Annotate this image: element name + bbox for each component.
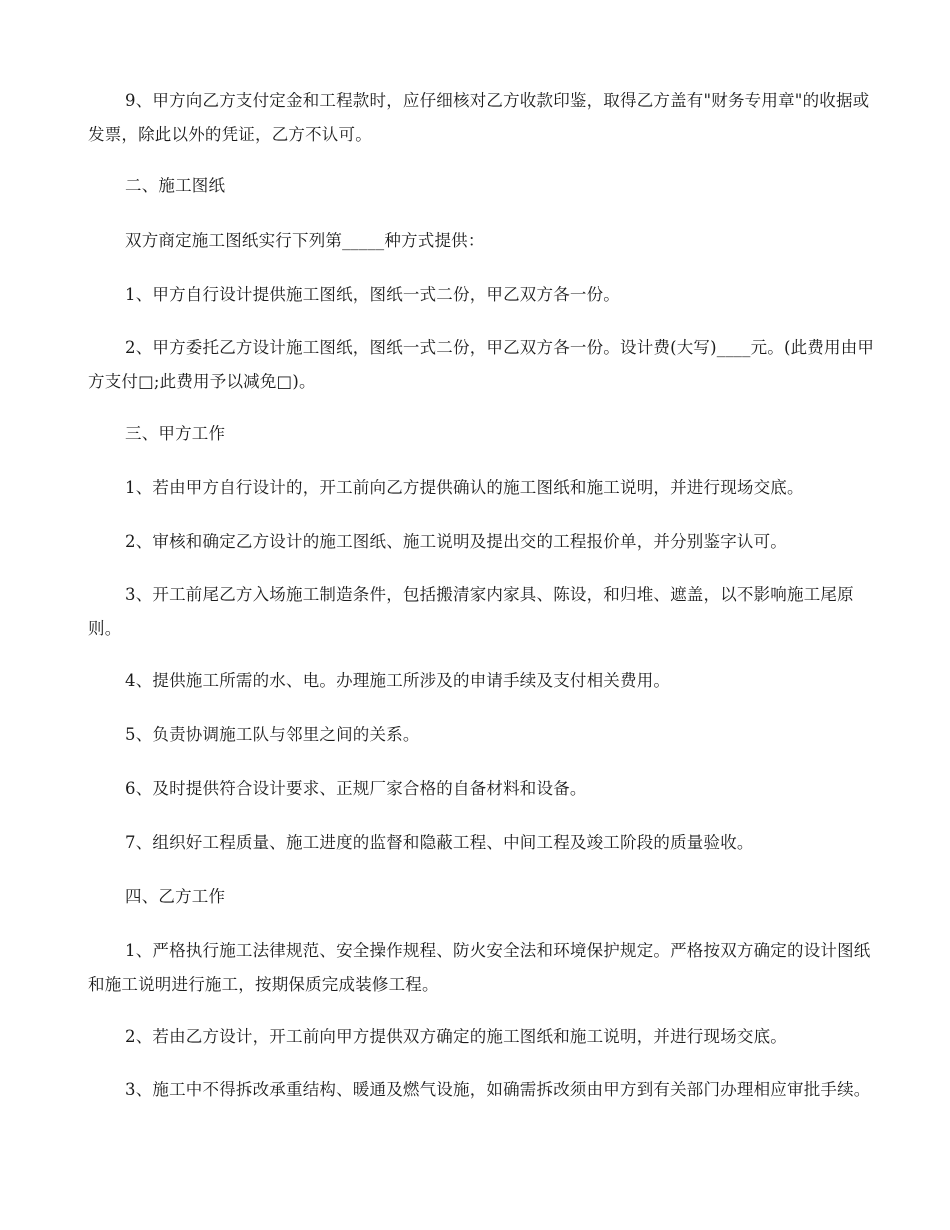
paragraph-party-a-item-4: 4、提供施工所需的水、电。办理施工所涉及的申请手续及支付相关费用。 (125, 671, 671, 690)
paragraph-party-b-item-2: 2、若由乙方设计，开工前向甲方提供双方确定的施工图纸和施工说明，并进行现场交底。 (125, 1027, 787, 1046)
paragraph-party-a-item-3: 3、开工前尾乙方入场施工制造条件，包括搬清家内家具、陈设，和归堆、遮盖，以不影响施工尾原则。 (88, 585, 854, 638)
section-heading-party-a-work: 三、甲方工作 (125, 424, 226, 443)
paragraph-party-a-item-2: 2、审核和确定乙方设计的施工图纸、施工说明及提出交的工程报价单，并分别鉴字认可。 (125, 532, 787, 551)
section-heading-party-b-work: 四、乙方工作 (125, 887, 226, 906)
paragraph-payment-verification: 9、甲方向乙方支付定金和工程款时，应仔细核对乙方收款印鉴，取得乙方盖有"财务专用章"的收据或发票，除此以外的凭证，乙方不认可。 (88, 91, 870, 144)
paragraph-party-b-item-1: 1、严格执行施工法律规范、安全操作规程、防火安全法和环境保护规定。严格按双方确定的设计图纸和施工说明进行施工，按期保质完成装修工程。 (88, 941, 871, 994)
paragraph-drawing-option-2: 2、甲方委托乙方设计施工图纸，图纸一式二份，甲乙双方各一份。设计费(大写)____元。(此费用由甲方支付□;此费用予以减免□)。 (88, 338, 875, 391)
paragraph-party-a-item-7: 7、组织好工程质量、施工进度的监督和隐蔽工程、中间工程及竣工阶段的质量验收。 (125, 833, 754, 852)
paragraph-drawing-method: 双方商定施工图纸实行下列第_____种方式提供： (125, 231, 485, 250)
paragraph-party-a-item-5: 5、负责协调施工队与邻里之间的关系。 (125, 725, 420, 744)
section-heading-construction-drawings: 二、施工图纸 (125, 176, 226, 195)
paragraph-party-a-item-6: 6、及时提供符合设计要求、正规厂家合格的自备材料和设备。 (125, 779, 587, 798)
paragraph-party-a-item-1: 1、若由甲方自行设计的，开工前向乙方提供确认的施工图纸和施工说明，并进行现场交底。 (125, 478, 804, 497)
paragraph-party-b-item-3: 3、施工中不得拆改承重结构、暖通及燃气设施，如确需拆改须由甲方到有关部门办理相应审批手续。 (125, 1080, 871, 1099)
paragraph-drawing-option-1: 1、甲方自行设计提供施工图纸，图纸一式二份，甲乙双方各一份。 (125, 285, 620, 304)
